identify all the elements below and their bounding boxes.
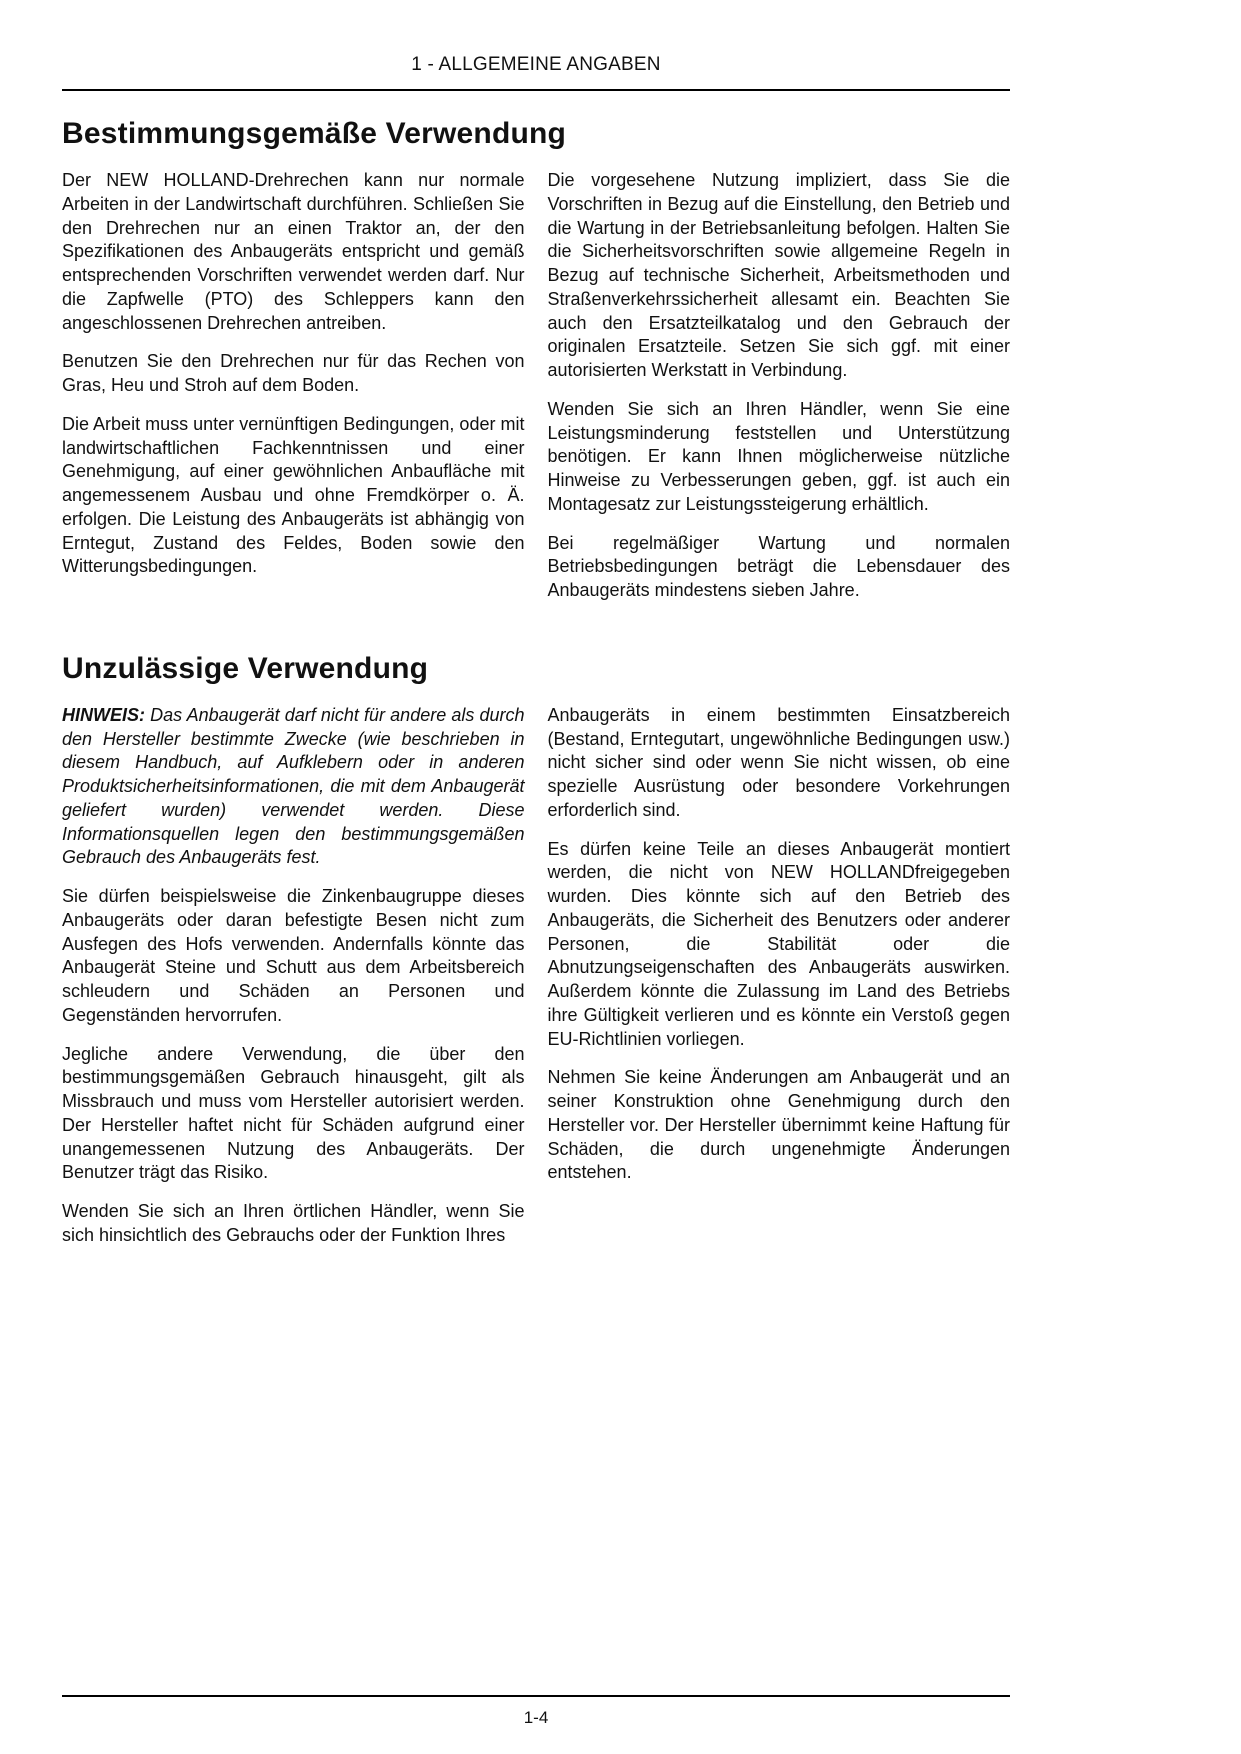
page-footer — [62, 1695, 1010, 1728]
left-column — [62, 704, 525, 1263]
note-paragraph — [62, 704, 525, 870]
paragraph: Bei regelmäßiger Wartung und normalen Betriebsbedingungen beträgt die Lebensdauer des Anbaugeräts mindestens sieben Jahre. — [547, 532, 1010, 600]
paragraph: Anbaugeräts in einem bestimmten Einsatzbereich (Bestand, Erntegutart, ungewöhnliche Bedingungen usw.) nicht sicher sind oder wenn Sie nicht wissen, ob eine spezielle Ausrüstung oder besondere Vorkehrungen erforderlich sind. — [547, 704, 1010, 820]
paragraph: Wenden Sie sich an Ihren Händler, wenn Sie eine Leistungsminderung feststellen und Unterstützung benötigen. Er kann Ihnen möglicherweise nützliche Hinweise zu Verbesserungen geben, ggf. ist auch ein Montagesatz zur Leistungssteigerung erhältlich. — [547, 398, 1010, 514]
page-header: 1 - ALLGEMEINE ANGABEN — [411, 54, 661, 75]
paragraph: Jegliche andere Verwendung, die über den bestimmungsgemäßen Gebrauch hinausgeht, gilt als Missbrauch und muss vom Hersteller autorisiert werden. Der Hersteller haftet nicht für Schäden aufgrund einer unangemessenen Nutzung des Anbaugeräts. Der Benutzer trägt das Risiko. — [62, 1043, 525, 1183]
paragraph: Der NEW HOLLAND-Drehrechen kann nur normale Arbeiten in der Landwirtschaft durchführen. Schließen Sie den Drehrechen nur an einen Traktor an, der den Spezifikationen des Anbaugeräts entspricht und gemäß entsprechenden Vorschriften verwendet werden darf. Nur die Zapfwelle (PTO) des Schleppers kann den angeschlossenen Drehrechen antreiben. — [62, 170, 525, 333]
paragraph: Die Arbeit muss unter vernünftigen Bedingungen, oder mit landwirtschaftlichen Fachkenntnissen und einer Genehmigung, auf einer gewöhnlichen Anbaufläche mit angemessenem Ausbau und ohne Fremdkörper o. Ä. erfolgen. Die Leistung des Anbaugeräts ist abhängig von Erntegut, Zustand des Feldes, Boden sowie den Witterungsbedingungen. — [62, 413, 525, 577]
note-text: Das Anbaugerät darf nicht für andere als durch den Hersteller bestimmte Zwecke (wie beschrieben in diesem Handbuch, auf Aufklebern oder in anderen Produktsicherheitsinformationen, die mit dem Anbaugerät geliefert wurden) verwendet werden. Diese Informationsquellen legen den bestimmungsgemäßen Gebrauch des Anbaugeräts fest. — [62, 704, 525, 868]
paragraph: Benutzen Sie den Drehrechen nur für das Rechen von Gras, Heu und Stroh auf dem Boden. — [62, 351, 525, 395]
right-column — [548, 169, 1011, 618]
left-column — [62, 169, 525, 618]
page-number: 1-4 — [523, 1708, 549, 1727]
note-label: HINWEIS: — [62, 704, 145, 725]
section-title-intended-use: Bestimmungsgemäße Verwendung — [62, 117, 567, 150]
section-intended-use — [62, 117, 1010, 618]
paragraph: Es dürfen keine Teile an dieses Anbaugerät montiert werden, die nicht von NEW HOLLANDfreigegeben wurden. Dies könnte sich auf den Betrieb des Anbaugeräts, die Sicherheit des Benutzers oder anderer Personen, die Stabilität oder die Abnutzungseigenschaften des Anbaugeräts auswirken. Außerdem könnte die Zulassung im Land des Betriebs ihre Gültigkeit verlieren und es könnte ein Verstoß gegen EU-Richtlinien vorliegen. — [547, 838, 1010, 1049]
page-content — [62, 54, 1010, 1263]
two-column-layout — [62, 704, 1010, 1263]
paragraph: Wenden Sie sich an Ihren örtlichen Händler, wenn Sie sich hinsichtlich des Gebrauchs oder der Funktion Ihres — [62, 1201, 525, 1245]
section-prohibited-use — [62, 652, 1010, 1263]
paragraph: Die vorgesehene Nutzung impliziert, dass Sie die Vorschriften in Bezug auf die Einstellung, den Betrieb und die Wartung in der Betriebsanleitung befolgen. Halten Sie die Sicherheitsvorschriften sowie allgemeine Regeln in Bezug auf technische Sicherheit, Arbeitsmethoden und Straßenverkehrssicherheit allesamt ein. Beachten Sie auch den Ersatzteilkatalog und den Gebrauch der originalen Ersatzteile. Setzen Sie sich ggf. mit einer autorisierten Werkstatt in Verbindung. — [547, 170, 1010, 380]
right-column — [548, 704, 1011, 1263]
two-column-layout — [62, 169, 1010, 618]
paragraph: Sie dürfen beispielsweise die Zinkenbaugruppe dieses Anbaugeräts oder daran befestigte Besen nicht zum Ausfegen des Hofs verwenden. Andernfalls könnte das Anbaugerät Steine und Schutt aus dem Arbeitsbereich schleudern und Schäden an Personen und Gegenständen hervorrufen. — [62, 886, 525, 1025]
paragraph: Nehmen Sie keine Änderungen am Anbaugerät und an seiner Konstruktion ohne Genehmigung durch den Hersteller vor. Der Hersteller übernimmt keine Haftung für Schäden, die durch ungenehmigte Änderungen entstehen. — [547, 1067, 1010, 1183]
section-title-prohibited-use: Unzulässige Verwendung — [62, 651, 429, 685]
header-rule — [62, 89, 1010, 91]
